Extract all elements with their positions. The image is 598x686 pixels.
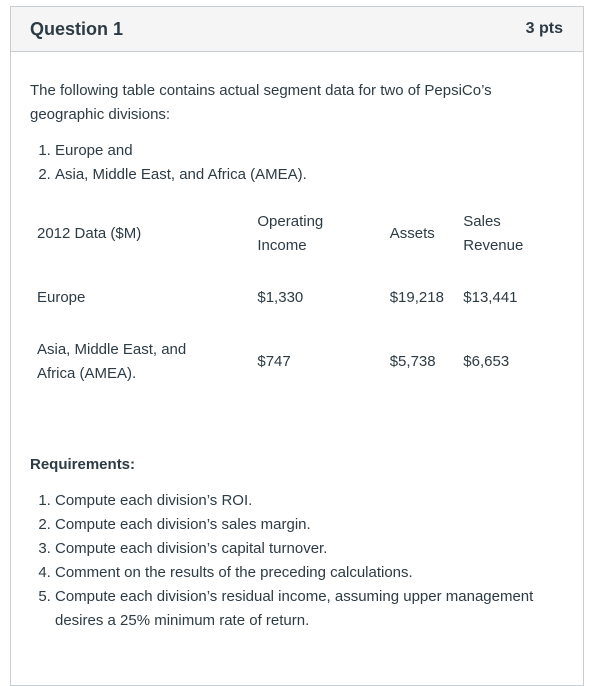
- table-header-cell: Sales Revenue: [463, 213, 524, 254]
- question-body: [11, 52, 583, 633]
- requirement-item: 2. Compute each division’s sales margin.: [55, 513, 564, 537]
- requirements-list: [30, 489, 564, 633]
- requirement-item: 4. Comment on the results of the preceding calculations.: [55, 561, 564, 585]
- table-cell: Europe: [37, 289, 86, 306]
- table-cell: Asia, Middle East, and Africa (AMEA).: [37, 341, 187, 382]
- table-cell: $13,441: [463, 289, 518, 306]
- table-cell: $6,653: [463, 353, 510, 370]
- requirement-item: 3. Compute each division’s capital turnover.: [55, 537, 564, 561]
- table-cell: $747: [257, 353, 291, 370]
- table-header-cell: 2012 Data ($M): [37, 225, 142, 242]
- segment-data-table: [30, 205, 564, 391]
- division-item: 2. Asia, Middle East, and Africa (AMEA).: [55, 163, 564, 187]
- requirement-item: 5. Compute each division’s residual income, assuming upper management desires a 25% minimum rate of return.: [55, 585, 564, 633]
- division-list: [30, 139, 564, 187]
- question-header: [11, 7, 583, 52]
- table-cell: $19,218: [389, 289, 444, 306]
- intro-text: The following table contains actual segment data for two of PepsiCo’s geographic divisions:: [30, 82, 492, 123]
- question-card: [10, 6, 584, 686]
- requirement-item: 1. Compute each division’s ROI.: [55, 489, 564, 513]
- division-item: 1. Europe and: [55, 139, 564, 163]
- table-header-cell: Assets: [389, 225, 435, 242]
- table-header-row: [30, 205, 564, 263]
- table-row: [30, 333, 564, 391]
- table-row: [30, 263, 564, 333]
- question-points: 3 pts: [525, 20, 563, 37]
- table-cell: $5,738: [389, 353, 436, 370]
- requirements-title: Requirements:: [30, 456, 136, 473]
- question-title: Question 1: [30, 18, 124, 39]
- table-header-cell: Operating Income: [257, 213, 324, 254]
- table-cell: $1,330: [257, 289, 304, 306]
